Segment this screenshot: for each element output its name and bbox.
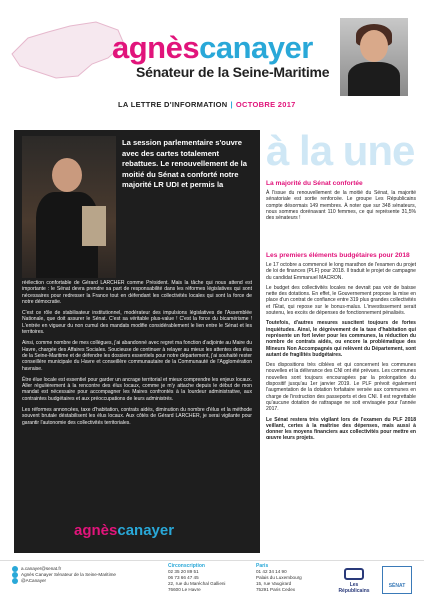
paragraph: Toutefois, d'autres mesures suscitent toujours de fortes inquiétudes. Ainsi, le dégrèvement de la taxe d'habitation qui représente un fort levier pour les communes, la réduction du nombre de contrats aidés, ou encore la problématique des Mineurs Non Accompagnés qui relèvent du Département, sont autant de fragilités budgétaires. xyxy=(266,320,416,358)
paris-address: 15, rue Vaugirard xyxy=(256,581,292,586)
paragraph: Le Sénat restera très vigilant lors de l'examen du PLF 2018 veillant, certes à la maîtrise des dépenses, mais aussi à donner les moyens financiers aux collectivités pour mettre en œuvre leurs projets. xyxy=(266,416,416,442)
subtitle: Sénateur de la Seine-Maritime xyxy=(136,64,330,80)
circ-title: Circonscription xyxy=(168,563,205,569)
editorial-body xyxy=(22,280,252,431)
section-title-majorite: La majorité du Sénat confortée xyxy=(266,180,363,187)
newsletter-label: LA LETTRE D'INFORMATION | OCTOBRE 2017 xyxy=(118,100,296,109)
paris-title: Paris xyxy=(256,563,269,569)
footer-paris xyxy=(256,563,326,593)
paris-palace: Palais du Luxembourg xyxy=(256,575,302,580)
editorial-intro: La session parlementaire s'ouvre avec des cartes totalement rebattues. Le renouvellement de la moitié du Sénat a conforté notre majorité LR UDI et permis la xyxy=(122,138,247,190)
editorial-paragraph: Être élue locale est essentiel pour garder un ancrage territorial et mieux comprendre les enjeux locaux. Aller régulièrement à la rencontre des élus locaux, comme je m'y attache depuis le début de mon mandat est nécessaire pour accompagner les Maires confrontés à la lourdeur administrative, aux contraintes budgétaires et aux préoccupations de leurs administrés. xyxy=(22,376,252,402)
senator-photo xyxy=(340,18,408,96)
a-la-une-heading: à la une xyxy=(266,127,415,174)
hemicycle-photo xyxy=(22,136,116,278)
circ-phone: 02 35 20 89 51 xyxy=(168,569,199,574)
section-body-budget xyxy=(266,262,416,446)
twitter-icon xyxy=(12,578,18,584)
republicains-logo: Les Républicains xyxy=(336,568,372,592)
facebook-icon xyxy=(12,572,18,578)
section-body-majorite xyxy=(266,190,416,225)
facebook-link[interactable]: Agnès Canayer Sénateur de la Seine-Maritime xyxy=(21,572,116,578)
circ-city: 76600 Le Havre xyxy=(168,587,201,592)
circ-mobile: 06 73 66 47 45 xyxy=(168,575,199,580)
editorial-paragraph: Les réformes annoncées, taxe d'habitation, contrats aidés, diminution du nombre d'élus et la méthode souvent brutale déstabilisent les élus locaux. Aux côtés de Gérard LARCHER, je serai vigilante pour garantir l'autonomie des collectivités territoriales. xyxy=(22,407,252,426)
paragraph: Le budget des collectivités locales ne devrait pas voir de baisse nette des dotations. En effet, le Gouvernement propose la mise en place d'un contrat de confiance entre 319 plus grandes collectivités et l'État, qui repose sur le bonus-malus. L'investissement serait soutenu, les excès de dépenses de fonctionnement pénalisés. xyxy=(266,284,416,317)
twitter-link[interactable]: @ACanayer xyxy=(21,578,47,584)
editorial-paragraph: Ainsi, comme nombre de mes collègues, j'ai abandonné avec regret ma fonction d'adjointe au Maire du Havre, chargée des Affaires Sociales. Soucieuse de continuer à relayer au mieux les attentes des élus de la Seine-Maritime et de défendre les dossiers essentiels pour notre département, j'ai souhaité rester conseillère municipale du Havre et conseillère communautaire de la Communauté de l'Agglomération havraise. xyxy=(22,340,253,372)
brand-title: agnèscanayer xyxy=(112,30,313,65)
circ-address: 22, rue du Maréchal Gallieni xyxy=(168,581,226,586)
email-link[interactable]: a.canayer@senat.fr xyxy=(21,566,62,572)
editorial-paragraph: C'est ce rôle de stabilisateur institutionnel, modérateur des impulsions législatives de l'Assemblée Nationale, que doit assurer le Sénat. C'est sa véritable plus-value ! C'est la force du bicamérisme ! L'entrée en vigueur du non cumul des mandats modifie considérablement le lien entre le Sénat et les territoires. xyxy=(22,310,252,336)
section-title-budget: Les premiers éléments budgétaires pour 2018 xyxy=(266,252,410,259)
paris-city: 75291 Paris Cedex xyxy=(256,587,296,592)
paris-phone: 01 42 34 14 90 xyxy=(256,569,287,574)
senat-logo: SÉNAT xyxy=(382,566,412,594)
footer-circonscription xyxy=(168,563,248,593)
email-icon xyxy=(12,566,18,572)
paragraph: Des dispositions très ciblées et qui concernent les communes nouvelles et la délivrance des CNI ont été prévues. Les communes nouvelles sont toujours encouragées par la prolongation du dispositif jusqu'au 1er janvier 2019. Le PLF prévoit également l'augmentation de la dotation forfaitaire versée aux communes en charge de l'instruction des passeports et des CNI. Il est regrettable qu'aucune dotation de rattrapage ne soit envisagée pour l'année 2017. xyxy=(266,362,416,413)
editorial-paragraph: réélection confortable de Gérard LARCHER comme Président. Mais la tâche qui nous attend est importante : le Sénat devra prendre sa part de responsabilité dans les réformes législatives qui sont nécessaires pour redresser la France tout en défendant les collectivités locales qui sont la force de notre démocratie. xyxy=(22,280,252,305)
footer-contacts xyxy=(12,566,142,585)
signature-logo: agnèscanayer xyxy=(74,522,175,539)
paragraph: Le 17 octobre a commencé le long marathon de l'examen du projet de loi de finances (PLF) pour 2018. Il traduit le projet de campagne du candidat Emmanuel MACRON. xyxy=(266,262,416,281)
seine-maritime-map-icon xyxy=(8,14,128,86)
paragraph: À l'issue du renouvellement de la moitié du Sénat, la majorité sénatoriale est sortie renforcée. Le groupe Les Républicains compte désormais 149 membres. À noter que sur 348 sénateurs, nous sommes dorénavant 110 femmes, ce qui représente 31,5% des sénateurs ! xyxy=(266,190,416,222)
editorial-panel xyxy=(14,130,260,553)
page-header xyxy=(0,0,424,118)
